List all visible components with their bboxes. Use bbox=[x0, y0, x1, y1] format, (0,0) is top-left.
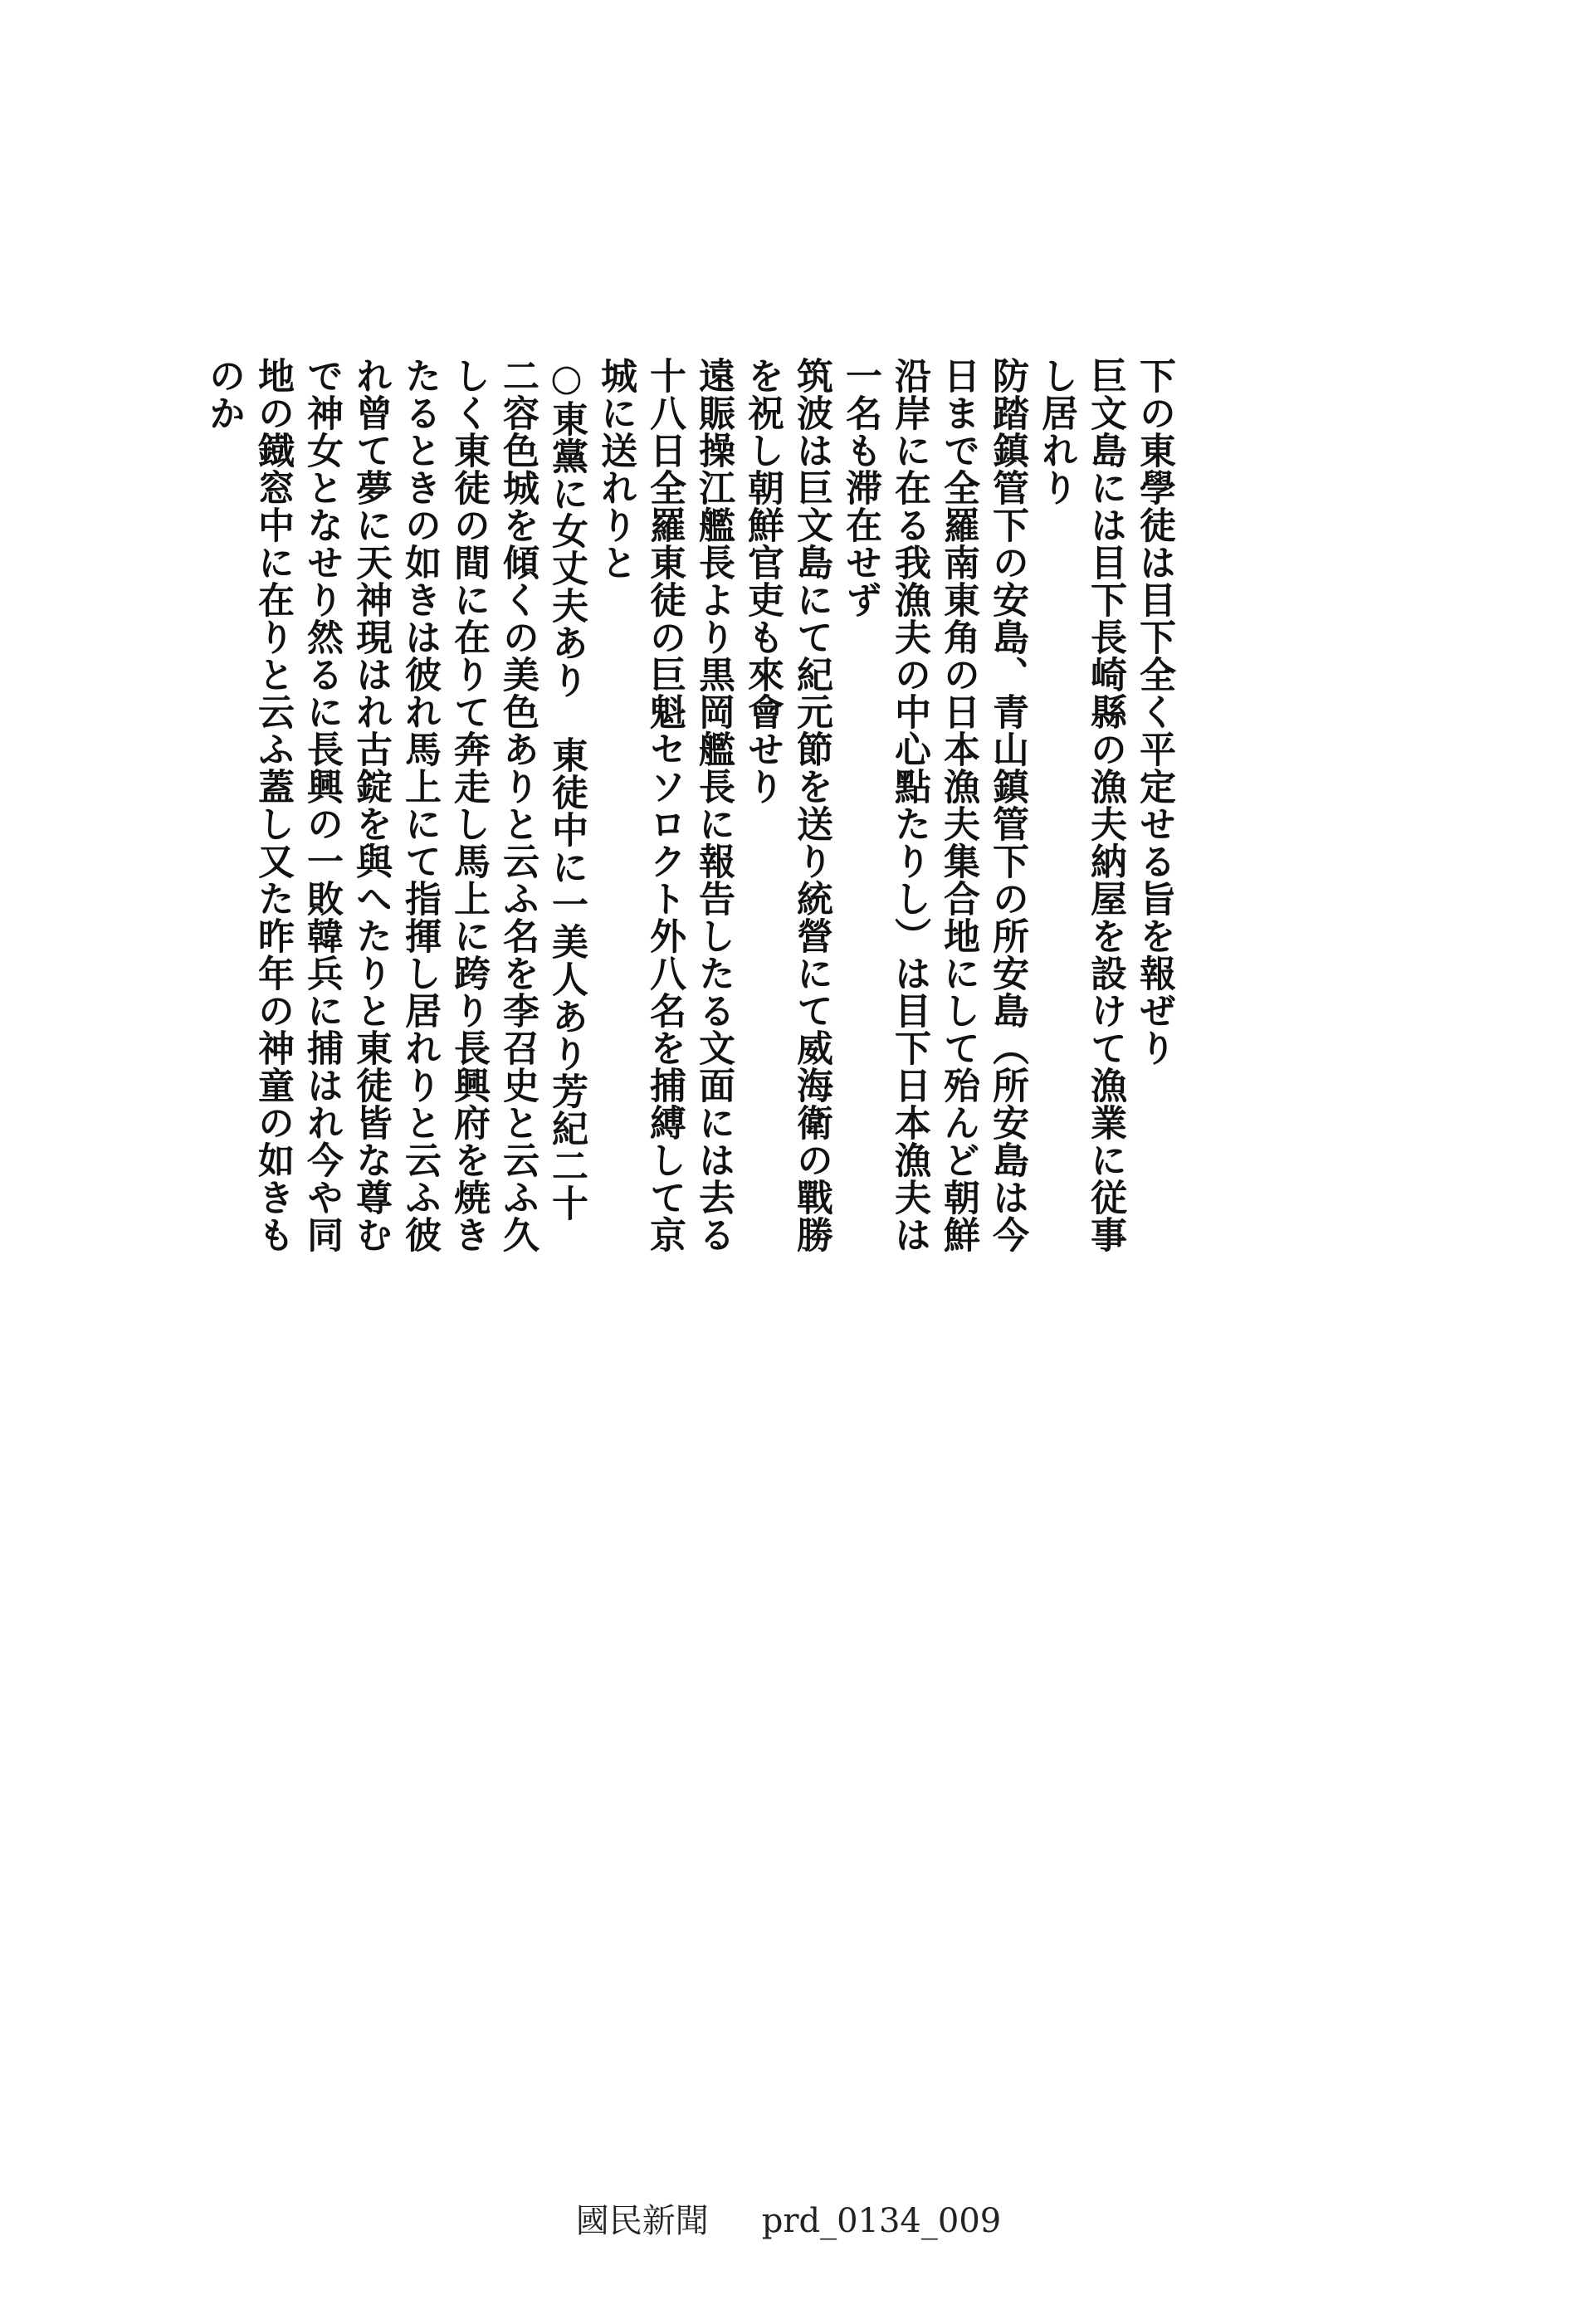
page-id: prd_0134_009 bbox=[761, 2202, 1002, 2240]
article-text-block bbox=[184, 357, 1179, 1253]
paragraph-komundo-fishery: 巨文島には目下長崎縣の漁夫納屋を設けて漁業に従事し居れり bbox=[1035, 357, 1126, 1253]
paragraph-tsukuba-kigensetsu: 筑波は巨文島にて紀元節を送り統營にて威海衛の戰勝を祝し朝鮮官吏も來會せり bbox=[741, 357, 832, 1253]
page-footer bbox=[0, 2195, 1577, 2242]
paragraph-tonghak-status: 下の東學徒は目下全く平定せる旨を報ぜり bbox=[1133, 357, 1175, 1067]
paragraph-ando-soando: 防踏鎮管下の安島、青山鎮管下の所安島（所安島は今日まで全羅南東角の日本漁夫集合地にして殆んど朝鮮沿岸に在る我漁夫の中心點たりし）は目下日本漁夫は一名も滞在せず bbox=[839, 357, 1028, 1253]
paragraph-heroine-story: ○東黨に女丈夫あり 東徒中に一美人あり芳紀二十二容色城を傾くの美色ありと云ふ名を李召史と云ふ久しく東徒の間に在りて奔走し馬上に跨り長興府を焼きたるときの如きは彼れ馬上にて指揮し居れりと云ふ彼れ曾て夢に天神現はれ古錠を與へたりと東徒皆な尊むで神女となせり然るに長興の一敗韓兵に捕はれ今や同地の鐡窓中に在りと云ふ蓋し又た昨年の神童の如きものか bbox=[203, 357, 588, 1253]
paragraph-captain-report: 遠賑操江艦長より黒岡艦長に報告したる文面には去る十八日全羅東徒の巨魁セソロクト外八名を捕縛して京城に送れりと bbox=[594, 357, 735, 1253]
source-title: 國民新聞 bbox=[575, 2202, 709, 2240]
